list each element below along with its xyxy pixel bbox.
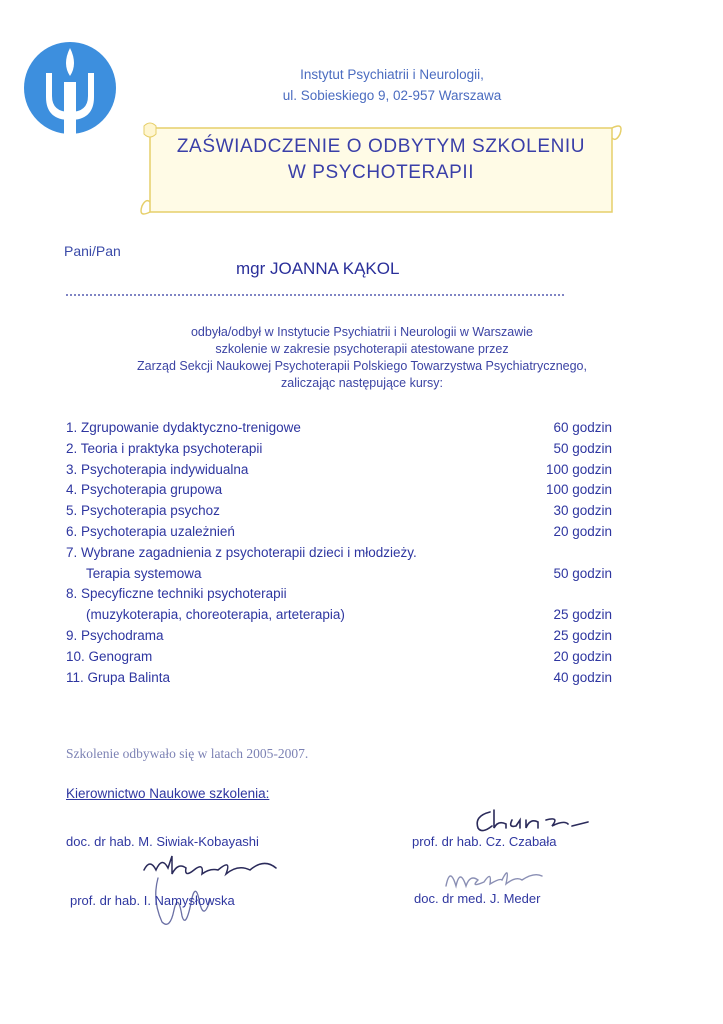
course-name: 5. Psychoterapia psychoz	[66, 503, 220, 519]
course-hours: 100 godzin	[545, 482, 612, 498]
course-name: 7. Wybrane zagadnienia z psychoterapii dzieci i młodzieży.	[66, 544, 417, 560]
course-item	[66, 626, 612, 647]
dotted-underline	[66, 294, 564, 296]
course-item	[66, 522, 612, 543]
signatory-namyslowska: prof. dr hab. I. Namysłowska	[70, 893, 235, 908]
course-name-continued: (muzykoterapia, choreoterapia, arteterapia)	[86, 607, 345, 623]
course-item	[66, 668, 612, 689]
course-hours: 100 godzin	[545, 461, 612, 477]
training-years: Szkolenie odbywało się w latach 2005-2007.	[66, 746, 309, 761]
course-item	[66, 543, 612, 585]
course-item	[66, 501, 612, 522]
body-line: odbyła/odbył w Instytucie Psychiatrii i Neurologii w Warszawie	[190, 325, 534, 339]
course-name: 3. Psychoterapia indywidualna	[66, 461, 249, 477]
course-item	[66, 439, 612, 460]
course-hours: 20 godzin	[553, 648, 612, 664]
course-hours: 50 godzin	[553, 565, 612, 581]
institute-name: Instytut Psychiatrii i Neurologii,	[300, 67, 484, 82]
salutation: Pani/Pan	[64, 243, 121, 259]
title-banner	[138, 118, 624, 220]
course-item	[66, 418, 612, 439]
course-name: 6. Psychoterapia uzależnień	[66, 523, 235, 539]
body-line: Zarząd Sekcji Naukowej Psychoterapii Polskiego Towarzystwa Psychiatrycznego,	[137, 359, 587, 373]
course-name: 2. Teoria i praktyka psychoterapii	[66, 440, 263, 456]
course-hours: 25 godzin	[553, 627, 612, 643]
course-name-continued: Terapia systemowa	[86, 565, 202, 581]
course-name: 11. Grupa Balinta	[66, 669, 171, 685]
course-hours: 30 godzin	[553, 503, 612, 519]
course-name: 4. Psychoterapia grupowa	[66, 482, 223, 498]
institute-logo	[22, 40, 118, 136]
body-line: szkolenie w zakresie psychoterapii atestowane przez	[215, 342, 509, 356]
signatory-siwiak: doc. dr hab. M. Siwiak-Kobayashi	[66, 834, 259, 849]
course-item	[66, 647, 612, 668]
institute-header	[262, 64, 522, 106]
body-line: zaliczając następujące kursy:	[281, 376, 443, 390]
course-hours: 60 godzin	[553, 420, 612, 435]
course-hours: 40 godzin	[553, 669, 612, 685]
board-heading: Kierownictwo Naukowe szkolenia:	[66, 786, 270, 801]
course-item	[66, 460, 612, 481]
course-list	[66, 418, 612, 688]
certificate-body	[86, 324, 638, 392]
course-name: 1. Zgrupowanie dydaktyczno-trenigowe	[66, 420, 301, 435]
title-line-2: W PSYCHOTERAPII	[287, 162, 475, 183]
institute-address: ul. Sobieskiego 9, 02-957 Warszawa	[282, 88, 502, 103]
course-item	[66, 480, 612, 501]
title-line-1: ZAŚWIADCZENIE O ODBYTYM SZKOLENIU	[176, 136, 586, 157]
course-item	[66, 584, 612, 626]
course-name: 9. Psychodrama	[66, 627, 164, 643]
course-hours: 25 godzin	[553, 607, 612, 623]
signatory-meder: doc. dr med. J. Meder	[414, 891, 541, 906]
signatory-czabala: prof. dr hab. Cz. Czabała	[412, 834, 557, 849]
course-hours: 50 godzin	[553, 440, 612, 456]
course-name: 8. Specyficzne techniki psychoterapii	[66, 586, 287, 602]
course-hours: 20 godzin	[553, 523, 612, 539]
recipient-name: mgr JOANNA KĄKOL	[236, 259, 400, 278]
certificate-title	[138, 134, 624, 186]
course-name: 10. Genogram	[66, 648, 153, 664]
